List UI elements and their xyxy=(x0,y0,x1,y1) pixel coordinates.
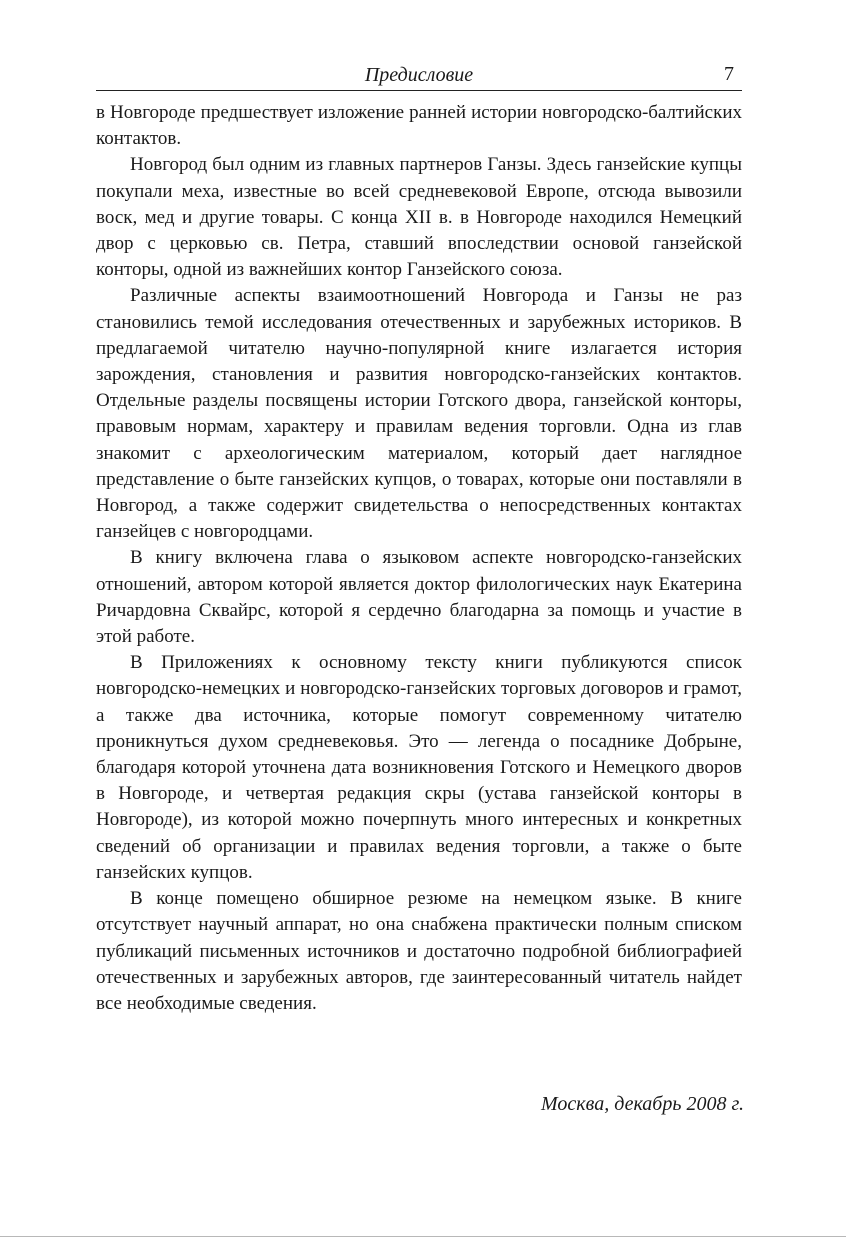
page-number: 7 xyxy=(724,63,734,85)
paragraph: В Приложениях к основному тексту книги публикуются список новгородско-немецких и новгородско-ганзейских торговых договоров и грамот, а также два источника, которые помогут современному читателю проникнуться духом средневековья. Это — легенда о посаднике Добрыне, благодаря которой уточнена дата возникновения Готского и Немецкого дворов в Новгороде, и четвертая редакция скры (устава ганзейской конторы в Новгороде), из которой можно почерпнуть много интересных и конкретных сведений об организации и правилах ведения торговли, а также о быте ганзейских купцов. xyxy=(96,652,742,883)
paragraph: в Новгороде предшествует изложение ранней истории новгородско-балтийских контактов. xyxy=(96,102,742,150)
paragraph: В конце помещено обширное резюме на немецком языке. В книге отсутствует научный аппарат, но она снабжена практически полным списком публикаций письменных источников и достаточно подробной библиографией отечественных и зарубежных авторов, где заинтересованный читатель найдет все необходимые сведения. xyxy=(96,888,742,1014)
paragraph: В книгу включена глава о языковом аспекте новгородско-ганзейских отношений, автором которой является доктор филологических наук Екатерина Ричардовна Сквайрс, которой я сердечно благодарна за помощь и участие в этой работе. xyxy=(96,547,742,648)
running-header xyxy=(96,60,742,91)
paragraph: Различные аспекты взаимоотношений Новгорода и Ганзы не раз становились темой исследования отечественных и зарубежных историков. В предлагаемой читателю научно-популярной книге излагается история зарождения, становления и развития новгородско-ганзейских контактов. Отдельные разделы посвящены истории Готского двора, ганзейской конторы, правовым нормам, характеру и правилам ведения торговли. Одна из глав знакомит с археологическим материалом, который дает наглядное представление о быте ганзейских купцов, о товарах, которые они поставляли в Новгород, а также содержит свидетельства о непосредственных контактах ганзейцев с новгородцами. xyxy=(96,285,742,543)
page-bottom-divider xyxy=(0,1236,846,1237)
signature-place-date: Москва, декабрь 2008 г. xyxy=(541,1093,744,1115)
paragraph: Новгород был одним из главных партнеров Ганзы. Здесь ганзейские купцы покупали меха, известные во всей средневековой Европе, отсюда вывозили воск, мед и другие товары. С конца XII в. в Новгороде находился Немецкий двор с церковью св. Петра, ставший впоследствии основой ганзейской конторы, одной из важнейших контор Ганзейского союза. xyxy=(96,154,742,281)
page-body xyxy=(96,100,742,1017)
running-header-title: Предисловие xyxy=(364,64,474,86)
